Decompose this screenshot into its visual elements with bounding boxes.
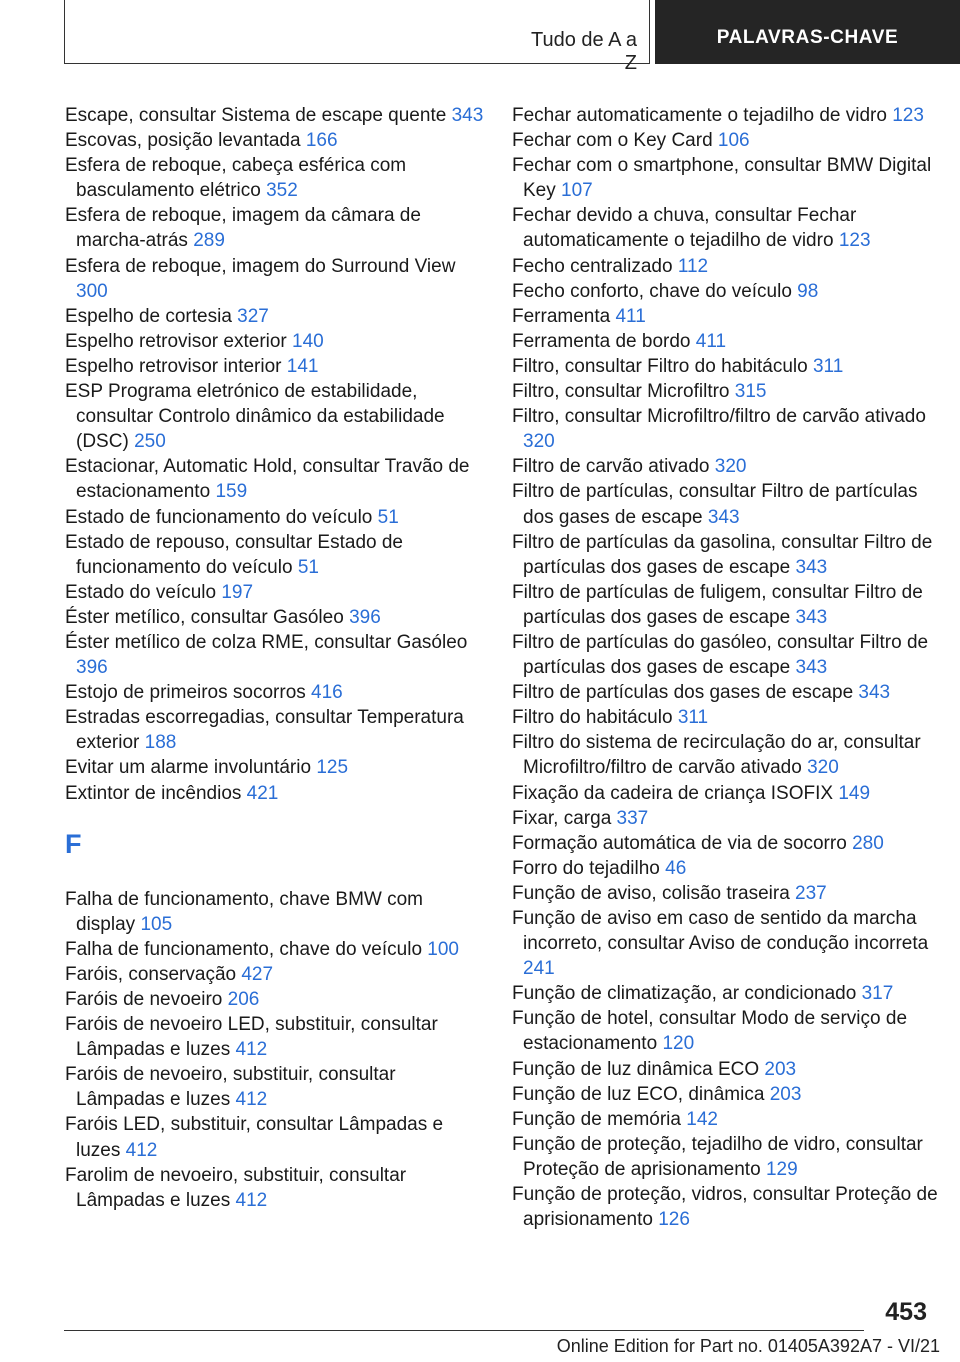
- entry-text: Escovas, posição levantada: [65, 130, 301, 152]
- page-reference-link[interactable]: 123: [892, 105, 924, 126]
- page-reference-link[interactable]: 197: [221, 581, 254, 603]
- index-entry: [65, 630, 485, 680]
- index-entry: [65, 254, 485, 304]
- page-reference-link[interactable]: 206: [227, 989, 260, 1010]
- index-column-right: [512, 103, 942, 1232]
- entry-text: Ferramenta de bordo: [512, 330, 691, 352]
- index-entry: [65, 304, 485, 329]
- entry-text: Faróis de nevoeiro LED, substituir, consultar Lâmpadas e luzes: [65, 1014, 438, 1061]
- page-reference-link[interactable]: 149: [838, 782, 871, 804]
- page-reference-link[interactable]: 352: [266, 180, 298, 202]
- page-reference-link[interactable]: 311: [812, 355, 844, 377]
- entry-text: Escape, consultar Sistema de escape quente: [65, 105, 447, 126]
- page-number: 453: [885, 1298, 927, 1326]
- page-reference-link[interactable]: 427: [241, 963, 274, 985]
- index-entry: [65, 705, 485, 755]
- index-entry: [65, 680, 485, 705]
- index-entry: [65, 755, 485, 780]
- page-reference-link[interactable]: 237: [795, 882, 827, 904]
- entry-text: Éster metílico de colza RME, consultar Gasóleo: [65, 631, 468, 653]
- index-entry: [512, 1006, 942, 1056]
- entry-text: Fechar com o Key Card: [512, 130, 713, 152]
- entry-text: Função de memória: [512, 1108, 681, 1130]
- index-entry: [65, 1012, 485, 1062]
- entry-text: Filtro de partículas do gasóleo, consultar Filtro de partículas dos gases de escape: [512, 631, 929, 679]
- index-entry: [65, 987, 485, 1012]
- entry-text: Farolim de nevoeiro, substituir, consultar Lâmpadas e luzes: [65, 1164, 407, 1211]
- entry-text: Filtro do habitáculo: [512, 707, 673, 729]
- entry-text: Função de luz ECO, dinâmica: [512, 1083, 765, 1105]
- entry-text: Estado do veículo: [65, 581, 217, 603]
- entry-text: Faróis de nevoeiro: [65, 989, 223, 1010]
- page-reference-link[interactable]: 311: [677, 707, 709, 729]
- index-entry: [512, 1082, 942, 1107]
- entry-text: Filtro de partículas, consultar Filtro de partículas dos gases de escape: [512, 481, 918, 528]
- page-reference-link[interactable]: 343: [451, 105, 484, 126]
- index-column-left: [65, 103, 485, 1213]
- page-reference-link[interactable]: 188: [144, 732, 177, 754]
- entry-text: Esfera de reboque, imagem do Surround View: [65, 255, 456, 277]
- header-rule-mid: [649, 0, 650, 64]
- entry-text: Fixar, carga: [512, 807, 612, 829]
- index-entry: [65, 153, 485, 203]
- index-entry: [65, 329, 485, 354]
- page-reference-link[interactable]: 98: [797, 280, 819, 302]
- page-reference-link[interactable]: 416: [311, 682, 343, 704]
- entry-text: Fecho centralizado: [512, 255, 673, 277]
- index-entry: [65, 103, 485, 128]
- index-entry: [512, 329, 942, 354]
- index-entry: [512, 806, 942, 831]
- page-reference-link[interactable]: 396: [349, 606, 381, 628]
- page-reference-link[interactable]: 343: [795, 556, 828, 578]
- entry-text: Função de aviso, colisão traseira: [512, 882, 790, 904]
- header-tab-keywords[interactable]: PALAVRAS-CHAVE: [655, 0, 960, 64]
- entry-text: Estradas escorregadias, consultar Temperatura exterior: [65, 707, 464, 754]
- page-reference-link[interactable]: 159: [215, 481, 248, 503]
- index-entry: [512, 1132, 942, 1182]
- index-entry: [512, 128, 942, 153]
- index-entry: [512, 630, 942, 680]
- page-reference-link[interactable]: 250: [134, 431, 166, 453]
- index-entry: [65, 354, 485, 379]
- index-entry: [65, 505, 485, 530]
- page-reference-link[interactable]: 141: [286, 355, 319, 377]
- page-reference-link[interactable]: 203: [764, 1058, 797, 1080]
- entry-text: Filtro, consultar Filtro do habitáculo: [512, 355, 808, 377]
- index-entry: [65, 530, 485, 580]
- page-reference-link[interactable]: 203: [769, 1083, 802, 1105]
- page-reference-link[interactable]: 123: [838, 230, 871, 252]
- page-reference-link[interactable]: 411: [615, 305, 646, 327]
- entry-text: Falha de funcionamento, chave do veículo: [65, 938, 423, 960]
- entry-text: Filtro, consultar Microfiltro/filtro de carvão ativado: [512, 406, 926, 428]
- index-entry: [65, 605, 485, 630]
- index-entry: [512, 279, 942, 304]
- page-reference-link[interactable]: 412: [235, 1089, 268, 1111]
- entry-text: Extintor de incêndios: [65, 782, 242, 804]
- entry-text: Espelho retrovisor exterior: [65, 330, 287, 352]
- index-entry: [512, 379, 942, 404]
- header-section-title: Tudo de A a Z: [530, 29, 637, 74]
- entry-text: Faróis LED, substituir, consultar Lâmpadas e luzes: [65, 1114, 444, 1161]
- page-reference-link[interactable]: 241: [523, 958, 555, 980]
- page-reference-link[interactable]: 46: [665, 857, 687, 879]
- entry-text: Espelho de cortesia: [65, 305, 232, 327]
- index-entry: [512, 254, 942, 279]
- page-reference-link[interactable]: 125: [316, 757, 349, 779]
- entry-list-e: [65, 103, 485, 806]
- entry-text: Função de hotel, consultar Modo de serviço de estacionamento: [512, 1008, 908, 1055]
- index-entry: [65, 1163, 485, 1213]
- index-entry: [512, 354, 942, 379]
- page-reference-link[interactable]: 300: [76, 280, 108, 302]
- index-entry: [65, 379, 485, 454]
- entry-text: Esfera de reboque, cabeça esférica com basculamento elétrico: [65, 155, 407, 202]
- index-entry: [65, 454, 485, 504]
- page-reference-link[interactable]: 140: [292, 330, 324, 352]
- index-entry: [65, 203, 485, 253]
- index-entry: [512, 981, 942, 1006]
- footer-edition: Online Edition for Part no. 01405A392A7 - VI/21: [556, 1336, 940, 1356]
- entry-text: Estacionar, Automatic Hold, consultar Travão de estacionamento: [65, 456, 470, 503]
- entry-text: Função de proteção, tejadilho de vidro, consultar Proteção de aprisionamento: [512, 1133, 923, 1180]
- entry-text: Espelho retrovisor interior: [65, 355, 282, 377]
- entry-text: Faróis de nevoeiro, substituir, consultar Lâmpadas e luzes: [65, 1064, 396, 1111]
- entry-text: Estado de repouso, consultar Estado de funcionamento do veículo: [65, 531, 404, 578]
- index-entry: [512, 881, 942, 906]
- index-entry: [512, 906, 942, 981]
- index-entry: [512, 831, 942, 856]
- page-reference-link[interactable]: 343: [795, 657, 828, 679]
- page-reference-link[interactable]: 412: [235, 1039, 268, 1061]
- entry-text: Função de climatização, ar condicionado: [512, 983, 857, 1005]
- index-entry: [65, 580, 485, 605]
- entry-text: Filtro, consultar Microfiltro: [512, 381, 730, 403]
- page-reference-link[interactable]: 166: [305, 130, 338, 152]
- page-reference-link[interactable]: 317: [861, 983, 894, 1005]
- page-reference-link[interactable]: 51: [297, 556, 319, 578]
- entry-text: Fixação da cadeira de criança ISOFIX: [512, 782, 834, 804]
- index-entry: [512, 530, 942, 580]
- entry-text: Filtro de partículas de fuligem, consultar Filtro de partículas dos gases de escape: [512, 581, 923, 628]
- index-entry: [512, 1182, 942, 1232]
- index-entry: [512, 454, 942, 479]
- index-entry: [512, 479, 942, 529]
- entry-text: Evitar um alarme involuntário: [65, 757, 312, 779]
- index-entry: [65, 781, 485, 806]
- index-entry: [512, 705, 942, 730]
- entry-text: Ferramenta: [512, 305, 611, 327]
- entry-text: Esfera de reboque, imagem da câmara de marcha-atrás: [65, 205, 421, 252]
- index-entry: [512, 781, 942, 806]
- entry-text: Fechar devido a chuva, consultar Fechar automaticamente o tejadilho de vidro: [512, 205, 857, 252]
- index-entry: [512, 304, 942, 329]
- letter-heading: F: [65, 828, 82, 859]
- index-entry: [65, 962, 485, 987]
- page-reference-link[interactable]: 112: [677, 255, 709, 277]
- index-entry: [65, 1112, 485, 1162]
- entry-text: Fecho conforto, chave do veículo: [512, 280, 792, 302]
- page-reference-link[interactable]: 327: [237, 305, 269, 327]
- entry-text: Faróis, conservação: [65, 963, 237, 985]
- index-entry: [65, 1062, 485, 1112]
- entry-text: Filtro de partículas da gasolina, consultar Filtro de partículas dos gases de escape: [512, 531, 933, 578]
- page-reference-link[interactable]: 315: [734, 381, 767, 403]
- page-reference-link[interactable]: 396: [76, 657, 108, 679]
- index-entry: [512, 730, 942, 780]
- index-entry: [512, 580, 942, 630]
- page-reference-link[interactable]: 126: [658, 1209, 690, 1231]
- page-reference-link[interactable]: 320: [807, 757, 839, 779]
- entry-text: Falha de funcionamento, chave BMW com display: [65, 888, 424, 935]
- entry-text: Função de proteção, vidros, consultar Proteção de aprisionamento: [512, 1184, 938, 1231]
- entry-text: Filtro do sistema de recirculação do ar, consultar Microfiltro/filtro de carvão ativado: [512, 732, 921, 779]
- page-reference-link[interactable]: 320: [523, 431, 555, 453]
- footer-rule: [64, 1330, 864, 1331]
- page-reference-link[interactable]: 412: [125, 1139, 158, 1161]
- page-reference-link[interactable]: 412: [235, 1189, 268, 1211]
- entry-text: Fechar com o smartphone, consultar BMW Digital Key: [512, 155, 932, 202]
- page-reference-link[interactable]: 337: [616, 807, 649, 829]
- page-reference-link[interactable]: 343: [707, 506, 740, 528]
- entry-text: Filtro de partículas dos gases de escape: [512, 682, 854, 704]
- index-entry: [65, 128, 485, 153]
- header-rule-left: [64, 0, 65, 64]
- page-reference-link[interactable]: 129: [765, 1158, 798, 1180]
- index-entry: [65, 887, 485, 937]
- entry-text: Função de aviso em caso de sentido da marcha incorreto, consultar Aviso de condução incorreta: [512, 908, 929, 955]
- page-reference-link[interactable]: 343: [795, 606, 828, 628]
- index-entry: [512, 153, 942, 203]
- index-entry: [512, 856, 942, 881]
- entry-list-f: [65, 887, 485, 1213]
- entry-text: Estojo de primeiros socorros: [65, 682, 306, 704]
- entry-text: Fechar automaticamente o tejadilho de vidro: [512, 105, 887, 126]
- entry-list-right: [512, 103, 942, 1232]
- page-reference-link[interactable]: 120: [662, 1033, 695, 1055]
- page-reference-link[interactable]: 106: [717, 130, 750, 152]
- page-reference-link[interactable]: 100: [427, 938, 459, 960]
- entry-text: Forro do tejadilho: [512, 857, 660, 879]
- entry-text: Função de luz dinâmica ECO: [512, 1058, 760, 1080]
- page-reference-link[interactable]: 142: [686, 1108, 718, 1130]
- page-reference-link[interactable]: 107: [561, 180, 593, 202]
- index-entry: [65, 937, 485, 962]
- index-entry: [512, 203, 942, 253]
- page-reference-link[interactable]: 105: [140, 913, 173, 935]
- index-entry: [512, 103, 942, 128]
- page-reference-link[interactable]: 289: [193, 230, 225, 252]
- index-entry: [512, 680, 942, 705]
- page-reference-link[interactable]: 411: [695, 330, 727, 352]
- index-entry: [512, 1057, 942, 1082]
- page-reference-link[interactable]: 421: [246, 782, 279, 804]
- entry-text: Formação automática de via de socorro: [512, 832, 847, 854]
- entry-text: Éster metílico, consultar Gasóleo: [65, 606, 344, 628]
- entry-text: Filtro de carvão ativado: [512, 456, 710, 478]
- index-entry: [512, 1107, 942, 1132]
- page-reference-link[interactable]: 51: [377, 506, 399, 528]
- index-entry: [512, 404, 942, 454]
- page-reference-link[interactable]: 343: [858, 682, 891, 704]
- entry-text: Estado de funcionamento do veículo: [65, 506, 373, 528]
- entry-text: ESP Programa eletrónico de estabilidade, consultar Controlo dinâmico da estabilidade (DSC): [65, 381, 445, 453]
- page-reference-link[interactable]: 280: [852, 832, 884, 854]
- page-reference-link[interactable]: 320: [714, 456, 747, 478]
